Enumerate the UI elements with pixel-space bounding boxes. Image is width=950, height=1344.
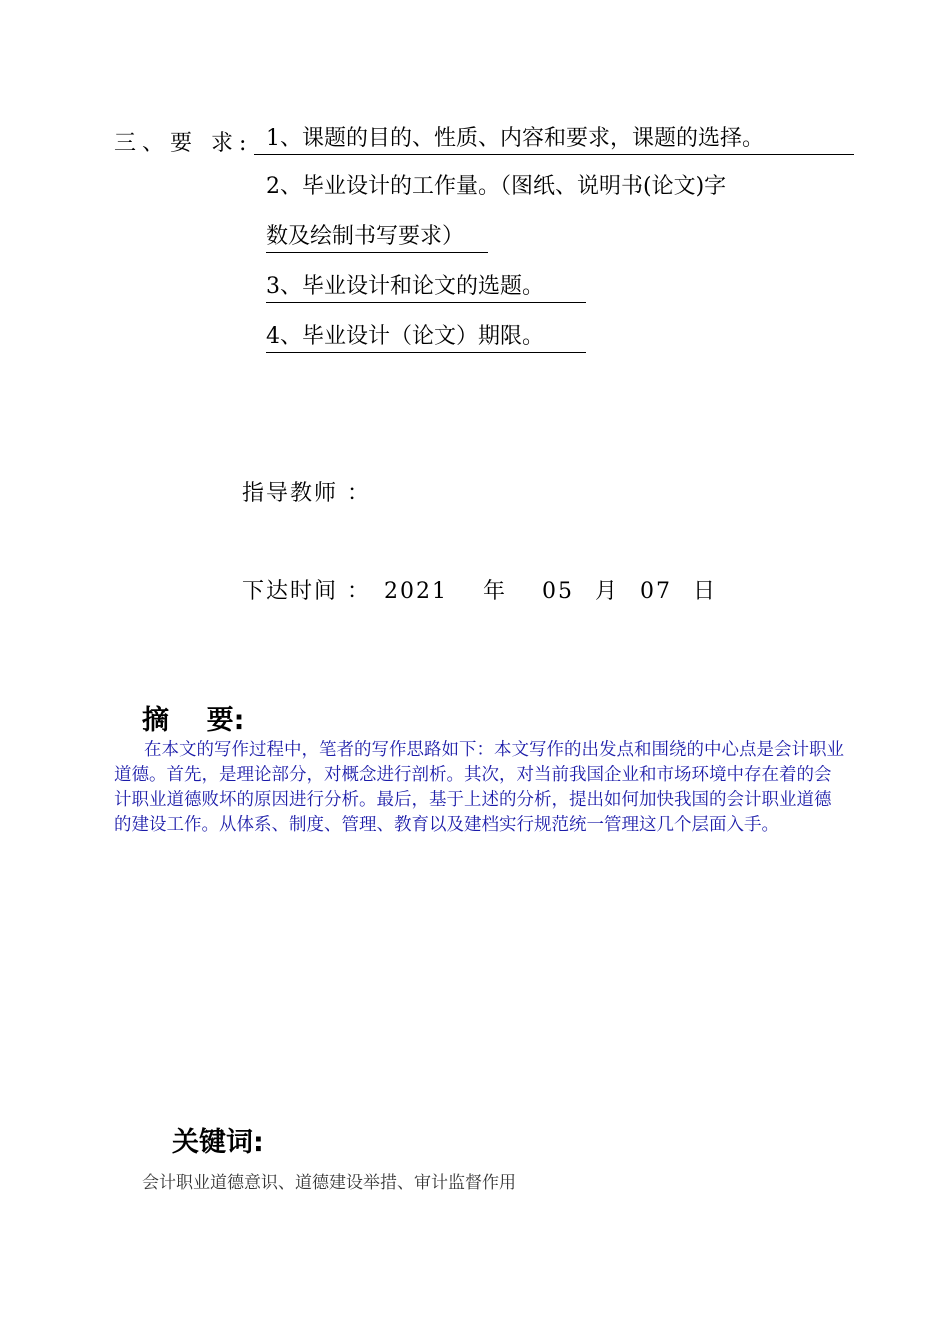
- teacher-field: [242, 476, 371, 507]
- abstract-title: 摘 要:: [142, 705, 245, 736]
- keywords-body: 会计职业道德意识、道德建设举措、审计监督作用: [142, 1173, 516, 1193]
- issue-date-day-unit: 日: [693, 579, 718, 604]
- requirement-item-3: 3、毕业设计和论文的选题。: [266, 272, 586, 303]
- requirement-item-1: 1、课题的目的、性质、内容和要求，课题的选择。: [254, 124, 854, 155]
- teacher-label: 指导教师 ：: [242, 481, 371, 506]
- requirement-item-2-cont: 数及绘制书写要求）: [266, 222, 488, 253]
- requirements-label: 三、要 求:: [114, 131, 253, 156]
- issue-date-year-unit: 年: [483, 579, 508, 604]
- issue-date-day: 07: [640, 579, 673, 604]
- issue-date-month: 05: [542, 579, 575, 604]
- abstract-body: 在本文的写作过程中，笔者的写作思路如下：本文写作的出发点和围绕的中心点是会计职业道德。首先，是理论部分，对概念进行剖析。其次，对当前我国企业和市场环境中存在着的会计职业道德败坏的原因进行分析。最后，基于上述的分析，提出如何加快我国的会计职业道德的建设工作。从体系、制度、管理、教育以及建档实行规范统一管理这几个层面入手。: [114, 740, 844, 835]
- requirement-item-4: 4、毕业设计（论文）期限。: [266, 322, 586, 353]
- issue-date-year: 2021: [384, 579, 448, 604]
- keywords-title: 关键词:: [172, 1127, 264, 1158]
- issue-date-month-unit: 月: [595, 579, 620, 604]
- requirement-item-2: 2、毕业设计的工作量。（图纸、说明书(论文)字: [266, 174, 727, 199]
- issue-date-label: 下达时间 ：: [242, 579, 371, 604]
- issue-date-field: [242, 574, 717, 605]
